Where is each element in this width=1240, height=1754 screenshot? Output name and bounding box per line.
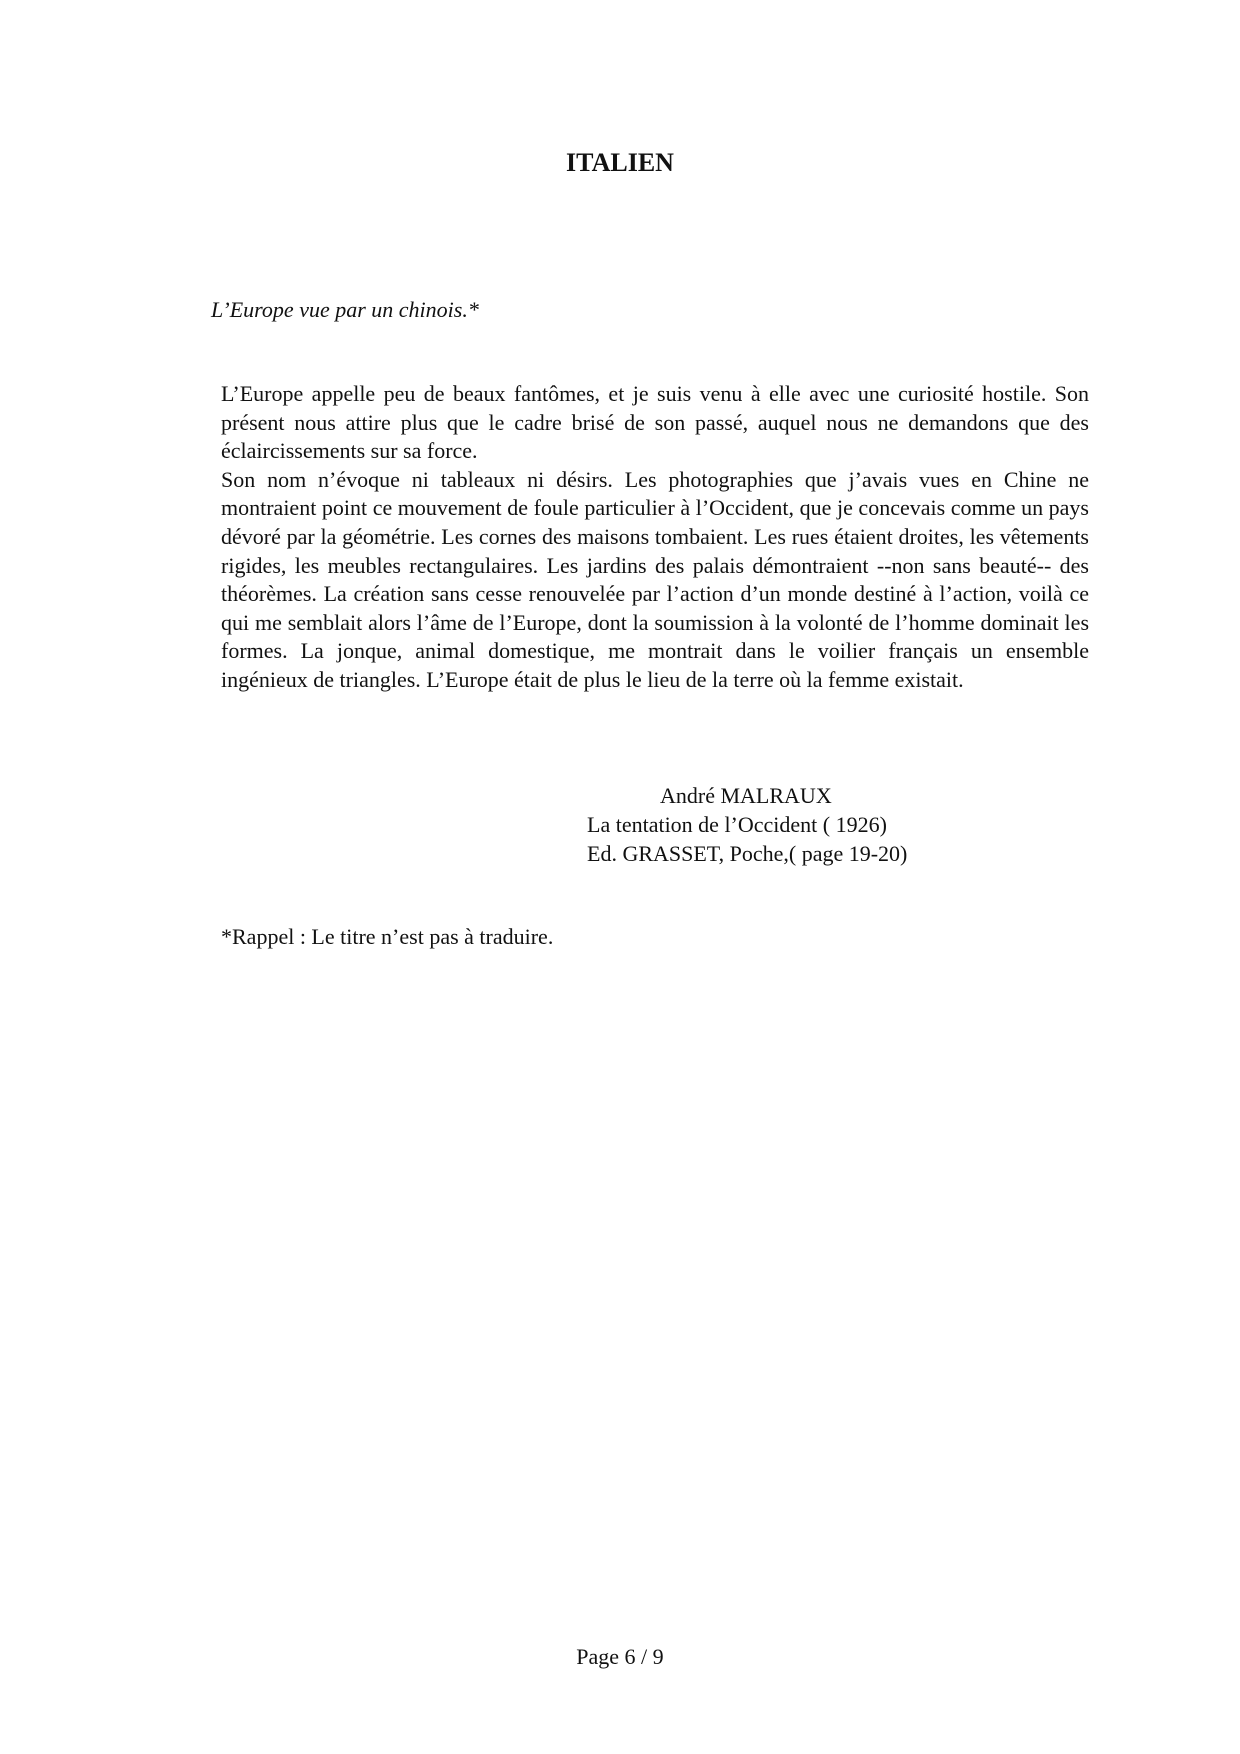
attribution-edition: Ed. GRASSET, Poche,( page 19-20) (587, 841, 908, 866)
document-subtitle: L’Europe vue par un chinois.* (211, 297, 479, 322)
attribution (587, 781, 907, 868)
attribution-author: André MALRAUX (660, 783, 832, 808)
attribution-work: La tentation de l’Occident ( 1926) (587, 812, 887, 837)
passage-paragraph: Son nom n’évoque ni tableaux ni désirs. Les photographies que j’avais vues en Chine ne montraient point ce mouvement de foule particulier à l’Occident, que je concevais comme un pays dévoré par la géométrie. Les cornes des maisons tombaient. Les rues étaient droites, les vêtements rigides, les meubles rectangulaires. Les jardins des palais démontraient --non sans beauté-- des théorèmes. La création sans cesse renouvelée par l’action d’un monde destiné à l’action, voilà ce qui me semblait alors l’âme de l’Europe, dont la soumission à la volonté de l’homme dominait les formes. La jonque, animal domestique, me montrait dans le voilier français un ensemble ingénieux de triangles. L’Europe était de plus le lieu de la terre où la femme existait. (221, 466, 1089, 692)
passage-paragraph: L’Europe appelle peu de beaux fantômes, et je suis venu à elle avec une curiosité hostile. Son présent nous attire plus que le cadre brisé de son passé, auquel nous ne demandons que des éclaircissements sur sa force. (221, 381, 1089, 464)
page-title: ITALIEN (566, 148, 674, 177)
page-number: Page 6 / 9 (576, 1644, 664, 1669)
text-passage (221, 380, 1089, 695)
footnote: *Rappel : Le titre n’est pas à traduire. (221, 924, 554, 949)
